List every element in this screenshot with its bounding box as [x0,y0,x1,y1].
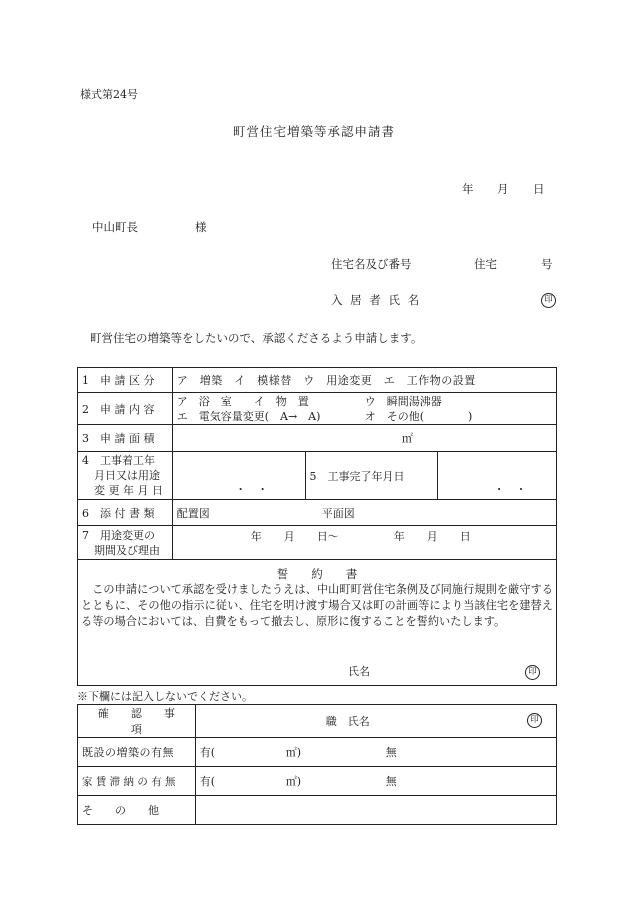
row4-date: ・ ・ [172,452,305,500]
existing-unit: ㎡) [285,746,302,759]
existing-label: 既設の増築の有無 [78,738,196,767]
pledge-name-label: 氏名 [348,665,370,678]
addressee-honorific: 様 [195,220,207,234]
row6-label: 6 添 付 書 類 [78,500,173,526]
row6-value [172,500,556,526]
pledge-heading: 誓 約 書 [276,567,358,581]
row3-label: 3 申 請 面 積 [78,425,173,452]
house-word: 住宅 [474,257,497,271]
addressee-name: 中山町長 [92,220,138,234]
row2-line1b: ウ 瞬間湯沸器 [364,395,442,408]
form-number: 様式第24号 [80,88,138,101]
existing-yes: 有( [199,746,216,759]
row1-label: 1 申 請 区 分 [78,368,173,393]
rent-yes: 有( [199,775,216,788]
row7-label [78,526,173,560]
pledge-seal-icon: 印 [525,664,540,680]
row2-label: 2 申 請 内 容 [78,393,173,425]
confirm-label: 確 認 事 項 [78,705,196,738]
row7-label-1: 7 用途変更の [82,528,155,542]
row2-value [172,393,556,425]
row2-line2b: オ その他( ) [364,410,473,423]
row3-unit: ㎡ [172,425,556,452]
row5-date: ・ ・ [438,452,557,500]
row5-label: 5 工事完了年月日 [305,452,438,500]
other-label: そ の 他 [78,796,196,825]
pledge-cell [78,560,557,686]
rent-value [195,767,556,796]
application-table [77,367,557,686]
date-year: 年 [462,182,474,196]
row4-label [78,452,173,500]
existing-none: 無 [385,746,397,759]
row4-label-1: 4 工事着工年 [82,454,155,467]
rent-none: 無 [385,775,397,788]
row2-line2a: エ 電気容量変更( A→ A) [176,410,321,423]
staff-seal-icon: 印 [527,712,542,728]
row1-value: ア 増築 イ 模様替 ウ 用途変更 エ 工作物の設置 [172,368,556,393]
row4-label-3: 変 更 年 月 日 [94,484,163,497]
house-label: 住宅名及び番号 [331,257,412,271]
row7-value: 年 月 日～ 年 月 日 [172,526,556,560]
date-day: 日 [533,182,545,196]
staff-label: 職 氏名 [325,715,370,728]
staff-cell [195,705,556,738]
row2-line1a: ア 浴 室 イ 物 置 [176,395,309,408]
rent-label: 家 賃 滞 納 の 有 無 [78,767,196,796]
pledge-body: この申請について承認を受けましたうえは、中山町町営住宅条例及び同施行規則を厳守するとともに、その他の指示に従い、住宅を明け渡す場合又は町の計画等により当該住宅を建替える等の場合においては、自費をもって撤去し、原形に復することを誓約いたします。 [81,583,553,628]
page-title: 町営住宅増築等承認申請書 [233,124,396,139]
row6-value-b: 平面図 [321,506,355,520]
office-note: ※下欄には記入しないでください。 [77,690,253,703]
resident-name-label: 入 居 者 氏 名 [331,293,422,307]
date-month: 月 [497,182,509,196]
number-word: 号 [541,257,553,271]
existing-value [195,738,556,767]
resident-seal-icon: 印 [541,291,556,308]
row7-label-2: 期間及び理由 [94,543,160,557]
row4-label-2: 月日又は用途 [94,469,160,482]
rent-unit: ㎡) [285,775,302,788]
intro-text: 町営住宅の増築等をしたいので、承認くださるよう申請します。 [90,331,423,345]
row6-value-a: 配置図 [176,506,210,520]
office-table [77,704,557,825]
other-value [195,796,556,825]
